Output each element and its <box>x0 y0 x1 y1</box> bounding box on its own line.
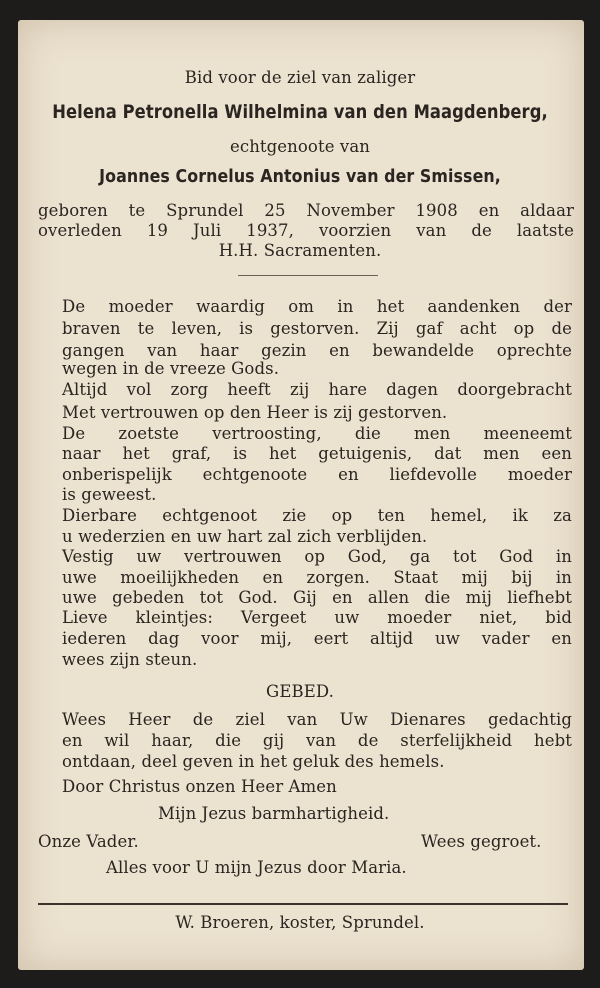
prayer-line: en wil haar, die gij van de sterfelijkheid hebt <box>62 731 572 750</box>
body-line: u wederzien en uw hart zal zich verblijden. <box>62 527 428 546</box>
body-line: wegen in de vreeze Gods. <box>62 359 280 378</box>
prayer-line: Wees Heer de ziel van Uw Dienares gedachtig <box>62 710 572 729</box>
born-line: geboren te Sprundel 25 November 1908 en aldaar <box>38 201 574 220</box>
body-line: is geweest. <box>62 485 157 504</box>
deceased-name: Helena Petronella Wilhelmina van den Maagdenberg, <box>52 101 548 123</box>
door-christus-line: Door Christus onzen Heer Amen <box>62 777 337 796</box>
body-line: Altijd vol zorg heeft zij hare dagen doorgebracht <box>62 380 572 399</box>
body-line: Lieve kleintjes: Vergeet uw moeder niet, bid <box>62 608 572 627</box>
header-divider <box>238 275 378 276</box>
body-line: wees zijn steun. <box>62 650 198 669</box>
body-line: naar het graf, is het getuigenis, dat men een <box>62 444 572 463</box>
mijn-jezus-line: Mijn Jezus barmhartigheid. <box>158 804 390 823</box>
sacraments-line: H.H. Sacramenten. <box>218 241 382 260</box>
wees-gegroet-label: Wees gegroet. <box>421 832 542 851</box>
alles-voor-line: Alles voor U mijn Jezus door Maria. <box>106 858 407 877</box>
prayer-title: GEBED. <box>266 682 334 701</box>
body-line: braven te leven, is gestorven. Zij gaf acht op de <box>62 319 572 338</box>
body-line: Vestig uw vertrouwen op God, ga tot God in <box>62 547 572 566</box>
spouse-intro: echtgenoote van <box>229 137 370 156</box>
body-line: uwe moeilijkheden en zorgen. Staat mij bij in <box>62 568 572 587</box>
body-line: De zoetste vertroosting, die men meeneemt <box>62 424 572 443</box>
body-line: uwe gebeden tot God. Gij en allen die mij liefhebt <box>62 588 572 607</box>
spouse-name: Joannes Cornelus Antonius van der Smissen, <box>99 166 501 187</box>
footer-rule <box>38 903 568 905</box>
died-line: overleden 19 Juli 1937, voorzien van de laatste <box>38 221 574 240</box>
printer-credit: W. Broeren, koster, Sprundel. <box>175 913 425 932</box>
body-line: iederen dag voor mij, eert altijd uw vader en <box>62 629 572 648</box>
body-line: onberispelijk echtgenoote en liefdevolle moeder <box>62 465 572 484</box>
onze-vader-label: Onze Vader. <box>38 832 139 851</box>
prayer-line: ontdaan, deel geven in het geluk des hemels. <box>62 752 445 771</box>
body-line: Met vertrouwen op den Heer is zij gestorven. <box>62 403 448 422</box>
body-line: Dierbare echtgenoot zie op ten hemel, ik za <box>62 506 572 525</box>
body-line: De moeder waardig om in het aandenken der <box>62 297 572 316</box>
card-heading: Bid voor de ziel van zaliger <box>184 68 416 87</box>
body-line: gangen van haar gezin en bewandelde oprechte <box>62 341 572 360</box>
